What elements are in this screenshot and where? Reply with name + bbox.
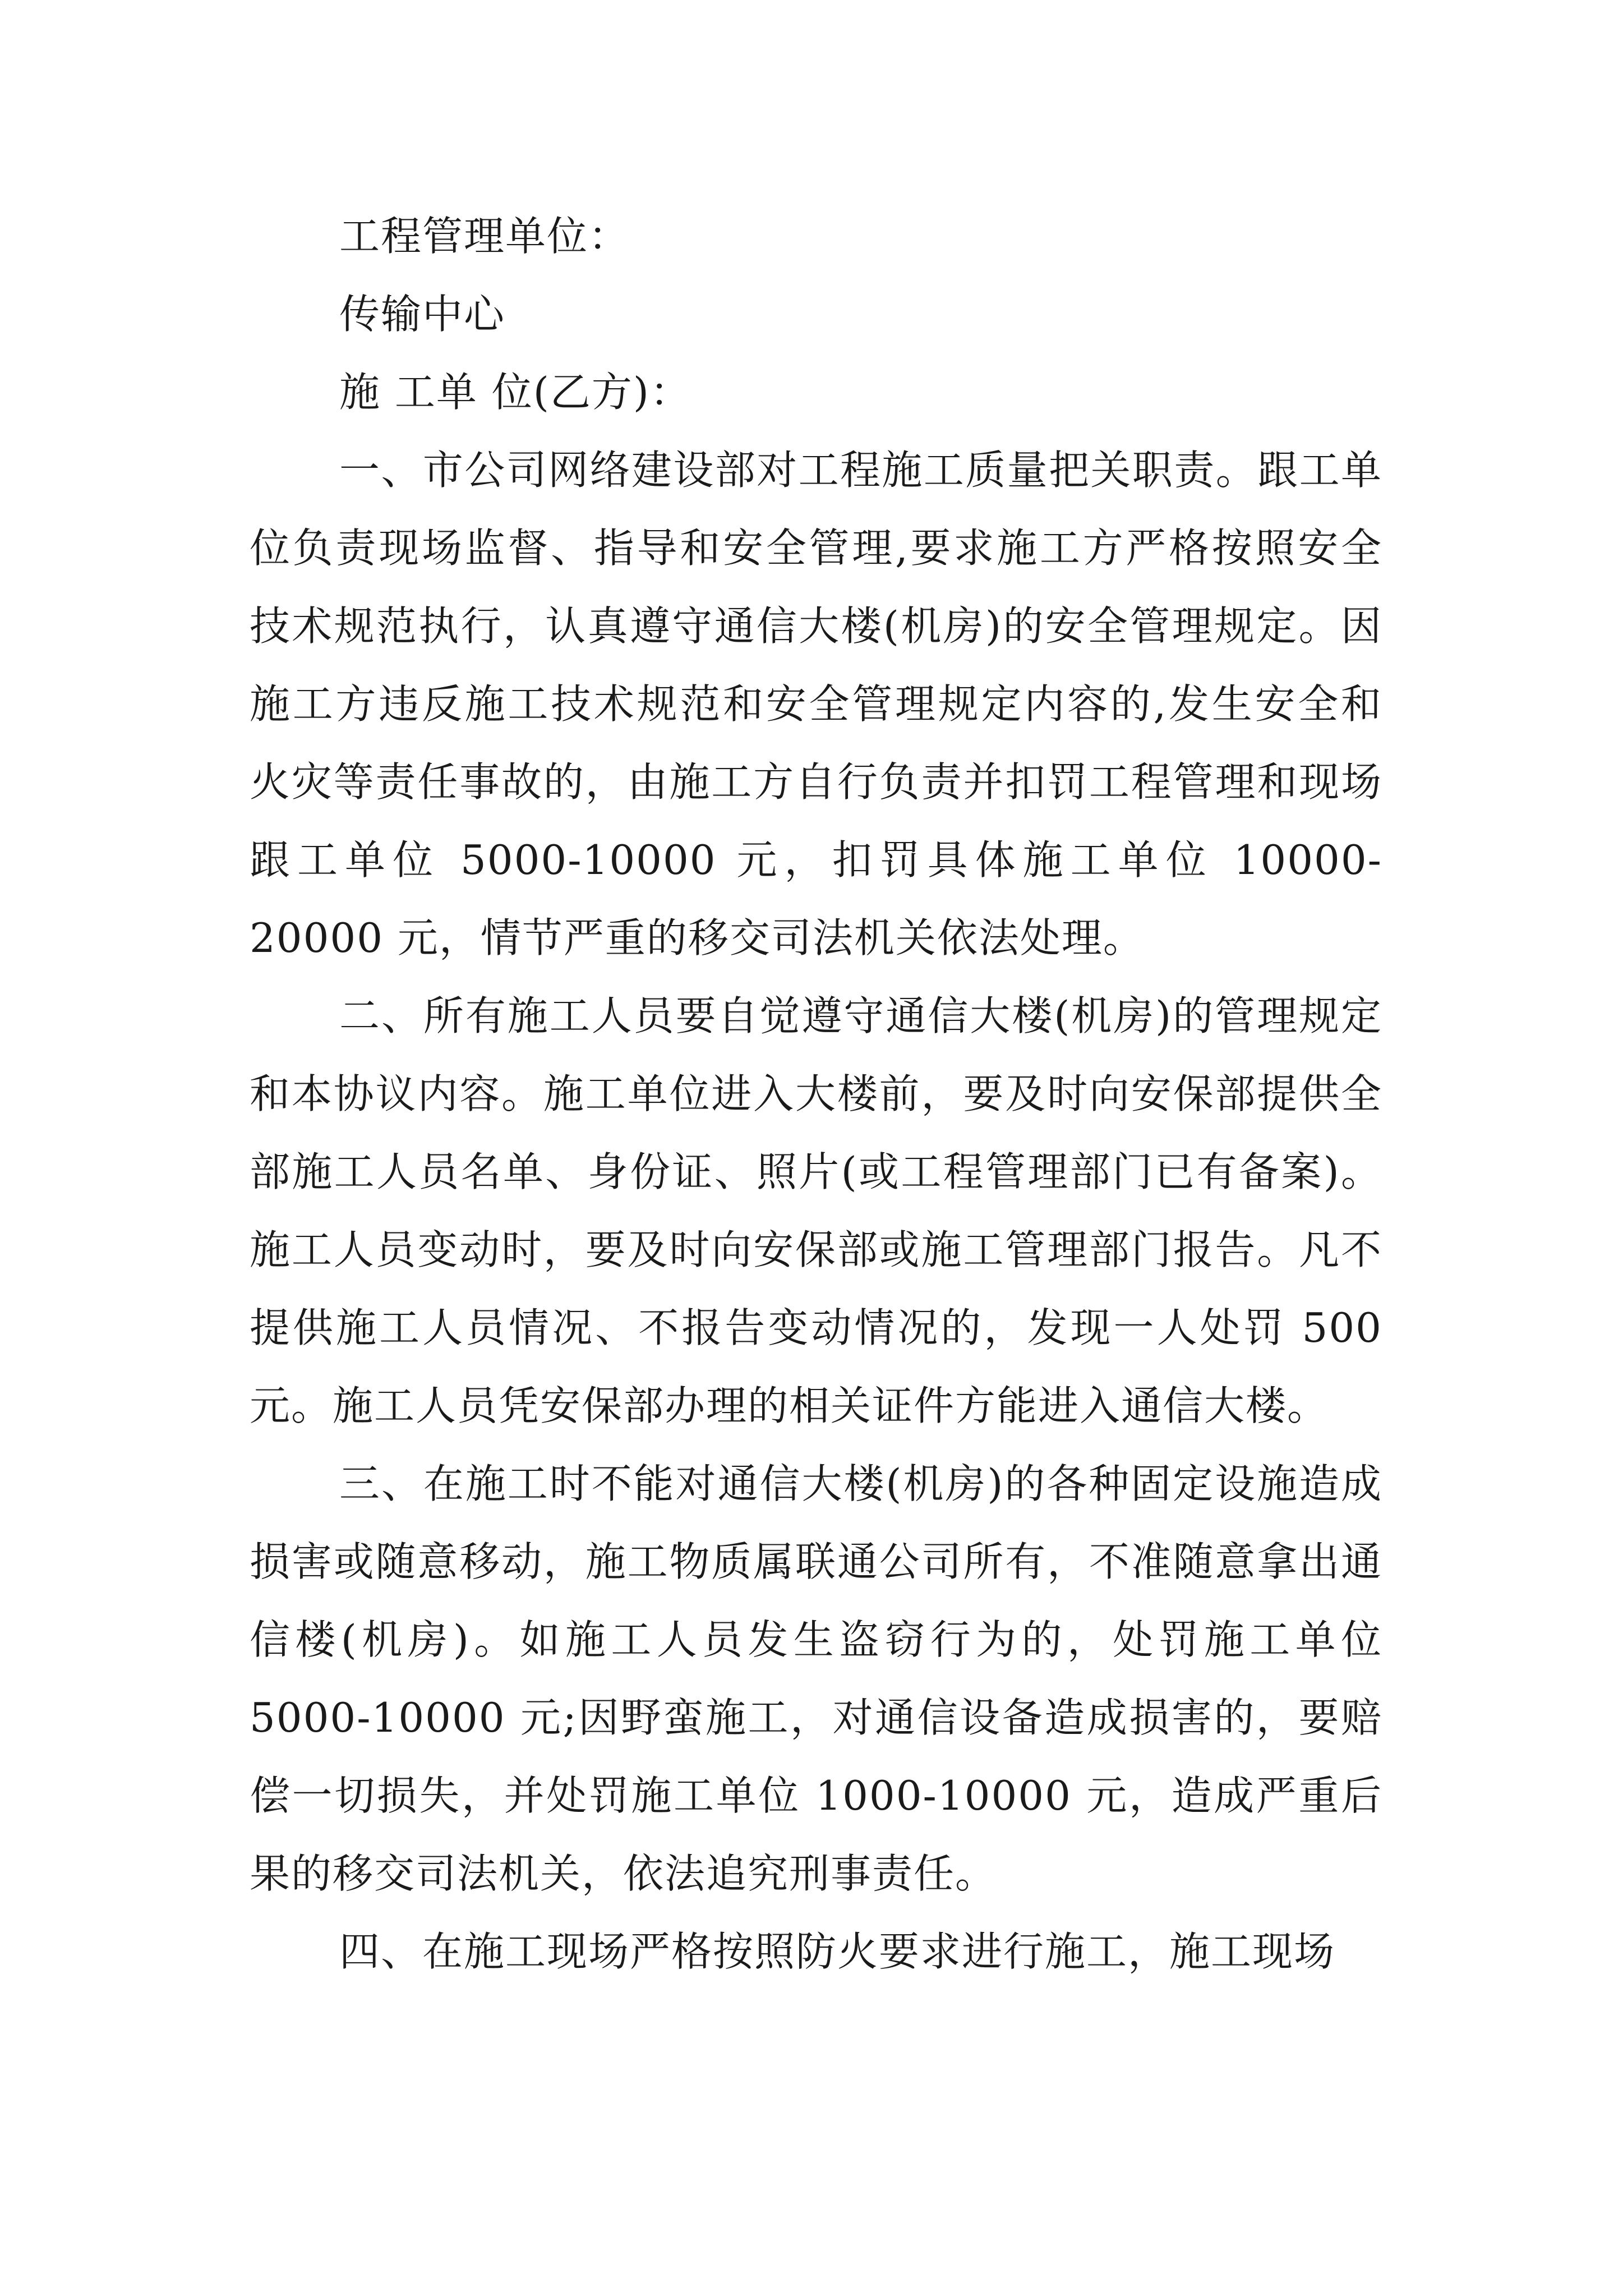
clause-paragraph-2: 二、所有施工人员要自觉遵守通信大楼(机房)的管理规定和本协议内容。施工单位进入大楼前，要及时向安保部提供全部施工人员名单、身份证、照片(或工程管理部门已有备案)。施工人员变动时，要及时向安保部或施工管理部门报告。凡不提供施工人员情况、不报告变动情况的，发现一人处罚 500 元。施工人员凭安保部办理的相关证件方能进入通信大楼。 (250, 992, 1382, 1429)
document-body (250, 197, 1382, 1991)
clause-paragraph-1: 一、市公司网络建设部对工程施工质量把关职责。跟工单位负责现场监督、指导和安全管理,要求施工方严格按照安全技术规范执行，认真遵守通信大楼(机房)的安全管理规定。因施工方违反施工技术规范和安全管理规定内容的,发生安全和火灾等责任事故的，由施工方自行负责并扣罚工程管理和现场跟工单位 5000-10000 元，扣罚具体施工单位 10000-20000 元，情节严重的移交司法机关依法处理。 (250, 447, 1382, 961)
clause-paragraph-3: 三、在施工时不能对通信大楼(机房)的各种固定设施造成损害或随意移动，施工物质属联通公司所有，不准随意拿出通信楼(机房)。如施工人员发生盗窃行为的，处罚施工单位 5000-10000 元;因野蛮施工，对通信设备造成损害的，要赔偿一切损失，并处罚施工单位 1000-10000 元，造成严重后果的移交司法机关，依法追究刑事责任。 (250, 1460, 1382, 1897)
management-unit-value: 传输中心 (339, 291, 506, 338)
management-unit-label: 工程管理单位： (339, 213, 630, 260)
construction-unit-label: 施 工单 位(乙方)： (339, 369, 691, 416)
clause-paragraph-4: 四、在施工现场严格按照防火要求进行施工，施工现场 (339, 1928, 1336, 1975)
